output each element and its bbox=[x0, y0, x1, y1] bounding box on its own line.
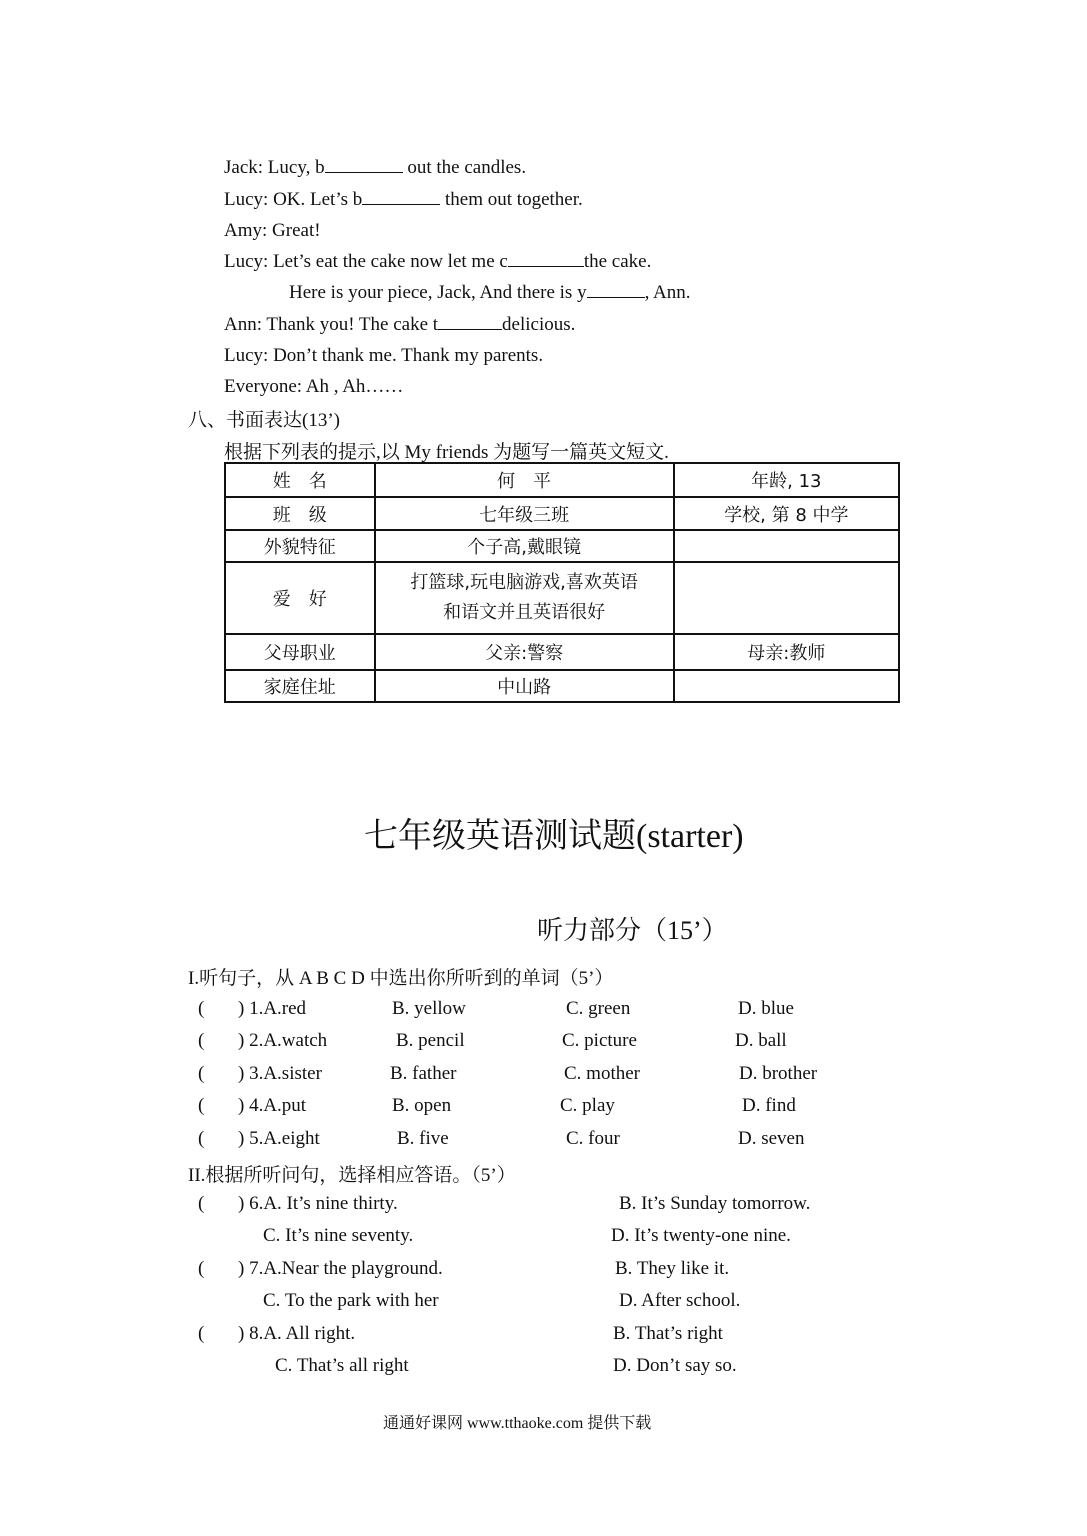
part1-heading: I.听句子，从 A B C D 中选出你所听到的单词（5’） bbox=[188, 968, 614, 989]
question-option-b: B. yellow bbox=[392, 998, 466, 1019]
question-option-a: ) 2.A.watch bbox=[238, 1030, 328, 1051]
question-option-b: B. It’s Sunday tomorrow. bbox=[619, 1193, 811, 1214]
dialogue-line-3 bbox=[224, 219, 321, 243]
page-title: 七年级英语测试题(starter) bbox=[364, 818, 744, 855]
table-cell: 父母职业 bbox=[225, 634, 375, 670]
question-option-b: B. five bbox=[397, 1128, 449, 1149]
answer-blank[interactable] bbox=[362, 188, 440, 205]
answer-paren[interactable]: ( bbox=[198, 1193, 205, 1214]
answer-blank[interactable] bbox=[438, 313, 502, 330]
table-cell: 七年级三班 bbox=[375, 497, 674, 530]
table-row bbox=[225, 497, 899, 530]
table-cell: 何 平 bbox=[375, 463, 674, 497]
table-row bbox=[225, 562, 899, 634]
dialogue-line-2 bbox=[224, 188, 583, 212]
table-cell bbox=[674, 670, 899, 702]
question-option-b: B. That’s right bbox=[613, 1323, 723, 1344]
answer-paren[interactable]: ( bbox=[198, 1030, 205, 1051]
table-cell: 学校, 第 8 中学 bbox=[674, 497, 899, 530]
question-option-d: D. It’s twenty-one nine. bbox=[611, 1225, 791, 1246]
dialogue-line-7 bbox=[224, 344, 543, 368]
question-option-d: D. Don’t say so. bbox=[613, 1355, 737, 1376]
table-cell bbox=[674, 530, 899, 562]
question-option-d: D. blue bbox=[738, 998, 794, 1019]
table-cell: 班 级 bbox=[225, 497, 375, 530]
dialogue-line-1 bbox=[224, 156, 526, 180]
answer-blank[interactable] bbox=[508, 250, 584, 267]
page-footer: 通通好课网 www.tthaoke.com 提供下载 bbox=[383, 1415, 652, 1432]
question-option-b: B. father bbox=[390, 1063, 457, 1084]
question-option-d: D. find bbox=[742, 1095, 796, 1116]
question-option-a: ) 5.A.eight bbox=[238, 1128, 320, 1149]
answer-paren[interactable]: ( bbox=[198, 1128, 205, 1149]
question-option-c: C. play bbox=[560, 1095, 615, 1116]
question-option-a: ) 1.A.red bbox=[238, 998, 307, 1019]
table-cell bbox=[674, 562, 899, 634]
table-row bbox=[225, 634, 899, 670]
table-cell: 爱 好 bbox=[225, 562, 375, 634]
question-option-a: ) 8.A. All right. bbox=[238, 1323, 356, 1344]
dialogue-text: Everyone: Ah , Ah…… bbox=[224, 376, 404, 397]
dialogue-text: Lucy: Let’s eat the cake now let me c bbox=[224, 251, 508, 272]
answer-paren[interactable]: ( bbox=[198, 998, 205, 1019]
question-option-a: ) 6.A. It’s nine thirty. bbox=[238, 1193, 398, 1214]
table-cell: 家庭住址 bbox=[225, 670, 375, 702]
dialogue-text: them out together. bbox=[440, 189, 583, 210]
answer-paren[interactable]: ( bbox=[198, 1323, 205, 1344]
table-cell: 中山路 bbox=[375, 670, 674, 702]
dialogue-text: Lucy: Don’t thank me. Thank my parents. bbox=[224, 345, 544, 366]
dialogue-line-5 bbox=[289, 281, 691, 305]
question-option-b: B. They like it. bbox=[615, 1258, 730, 1279]
question-option-c: C. picture bbox=[562, 1030, 637, 1051]
answer-blank[interactable] bbox=[587, 281, 645, 298]
answer-paren[interactable]: ( bbox=[198, 1063, 205, 1084]
section-heading: 八、书面表达(13’) bbox=[188, 410, 340, 431]
table-cell: 个子高,戴眼镜 bbox=[375, 530, 674, 562]
dialogue-text: Lucy: OK. Let’s b bbox=[224, 189, 363, 210]
dialogue-text: delicious. bbox=[502, 314, 576, 335]
answer-blank[interactable] bbox=[325, 156, 403, 173]
dialogue-text: Here is your piece, Jack, And there is y bbox=[289, 282, 587, 303]
table-row bbox=[225, 463, 899, 497]
question-option-a: ) 3.A.sister bbox=[238, 1063, 322, 1084]
question-option-a: ) 4.A.put bbox=[238, 1095, 307, 1116]
answer-paren[interactable]: ( bbox=[198, 1258, 205, 1279]
table-cell: 外貌特征 bbox=[225, 530, 375, 562]
question-option-c: C. That’s all right bbox=[275, 1355, 409, 1376]
dialogue-text: Jack: Lucy, b bbox=[224, 157, 325, 178]
table-cell: 姓 名 bbox=[225, 463, 375, 497]
table-cell: 年龄, 13 bbox=[674, 463, 899, 497]
table-cell: 打篮球,玩电脑游戏,喜欢英语 和语文并且英语很好 bbox=[375, 562, 674, 634]
question-option-c: C. green bbox=[566, 998, 631, 1019]
table-row bbox=[225, 670, 899, 702]
dialogue-line-8 bbox=[224, 375, 403, 399]
question-option-a: ) 7.A.Near the playground. bbox=[238, 1258, 443, 1279]
dialogue-line-6 bbox=[224, 313, 575, 337]
question-option-c: C. To the park with her bbox=[263, 1290, 439, 1311]
question-option-c: C. mother bbox=[564, 1063, 640, 1084]
table-cell: 母亲:教师 bbox=[674, 634, 899, 670]
question-option-d: D. brother bbox=[739, 1063, 818, 1084]
dialogue-text: Ann: Thank you! The cake t bbox=[224, 314, 439, 335]
answer-paren[interactable]: ( bbox=[198, 1095, 205, 1116]
table-row bbox=[225, 530, 899, 562]
question-option-c: C. It’s nine seventy. bbox=[263, 1225, 414, 1246]
dialogue-text: the cake. bbox=[583, 251, 652, 272]
part2-heading: II.根据所听问句，选择相应答语。（5’） bbox=[188, 1165, 516, 1186]
question-option-c: C. four bbox=[566, 1128, 620, 1149]
dialogue-text: Amy: Great! bbox=[224, 220, 321, 241]
question-option-d: D. After school. bbox=[619, 1290, 741, 1311]
dialogue-line-4 bbox=[224, 250, 651, 274]
question-option-b: B. open bbox=[392, 1095, 452, 1116]
question-option-b: B. pencil bbox=[396, 1030, 465, 1051]
listening-heading: 听力部分（15’） bbox=[537, 916, 728, 945]
question-option-d: D. ball bbox=[735, 1030, 787, 1051]
section-instruction: 根据下列表的提示,以 My friends 为题写一篇英文短文. bbox=[224, 442, 669, 463]
dialogue-text: , Ann. bbox=[644, 282, 691, 303]
table-cell: 父亲:警察 bbox=[375, 634, 674, 670]
info-table bbox=[224, 462, 900, 703]
question-option-d: D. seven bbox=[738, 1128, 805, 1149]
dialogue-text: out the candles. bbox=[402, 157, 527, 178]
